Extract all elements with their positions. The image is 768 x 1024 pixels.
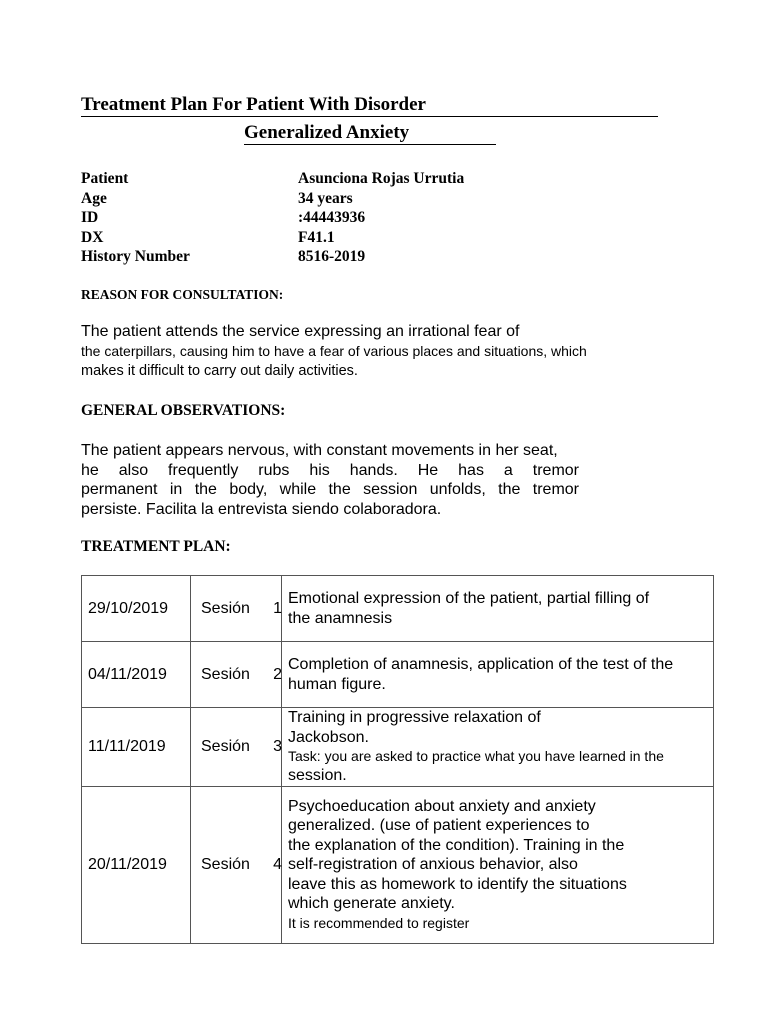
document-title: Treatment Plan For Patient With Disorder bbox=[81, 94, 658, 117]
info-value: 34 years bbox=[298, 189, 353, 207]
session-date: 29/10/2019 bbox=[82, 576, 191, 642]
info-label: ID bbox=[81, 209, 99, 226]
session-cell bbox=[191, 786, 282, 943]
session-label: Sesión bbox=[201, 665, 250, 683]
info-label: DX bbox=[81, 228, 104, 246]
treatment-plan-heading: TREATMENT PLAN: bbox=[81, 538, 231, 555]
description-line: Emotional expression of the patient, partial filling of bbox=[288, 590, 650, 607]
info-value: :44443936 bbox=[298, 209, 366, 226]
description-line: leave this as homework to identify the situations bbox=[288, 875, 627, 893]
info-value: 8516-2019 bbox=[298, 248, 366, 265]
description-line: Completion of anamnesis, application of the test of the bbox=[288, 656, 674, 673]
session-description bbox=[282, 786, 714, 943]
reason-line: The patient attends the service expressing an irrational fear of bbox=[81, 323, 520, 340]
table-row bbox=[82, 786, 714, 943]
session-number: 1 bbox=[273, 599, 282, 617]
session-label: Sesión bbox=[201, 737, 250, 755]
info-label: History Number bbox=[81, 248, 190, 265]
session-label: Sesión bbox=[201, 855, 250, 873]
table-row bbox=[82, 576, 714, 642]
session-cell bbox=[191, 642, 282, 708]
session-description bbox=[282, 642, 714, 708]
reason-line: makes it difficult to carry out daily activities. bbox=[81, 363, 358, 379]
table-row bbox=[82, 708, 714, 787]
session-description bbox=[282, 708, 714, 787]
observations-line: he also frequently rubs his hands. He has a tremor bbox=[81, 461, 579, 479]
session-date: 20/11/2019 bbox=[82, 786, 191, 943]
reason-line: the caterpillars, causing him to have a fear of various places and situations, which bbox=[81, 343, 587, 359]
session-cell bbox=[191, 708, 282, 787]
description-line: Psychoeducation about anxiety and anxiety bbox=[288, 797, 596, 815]
info-label: Age bbox=[81, 189, 107, 207]
document-subtitle: Generalized Anxiety bbox=[244, 122, 496, 145]
observations-heading: GENERAL OBSERVATIONS: bbox=[81, 402, 286, 419]
description-note: Task: you are asked to practice what you have learned in the bbox=[288, 748, 664, 764]
description-note: It is recommended to register bbox=[288, 914, 470, 931]
description-line: session. bbox=[288, 767, 347, 784]
table-row bbox=[82, 642, 714, 708]
observations-line: permanent in the body, while the session unfolds, the tremor bbox=[81, 481, 579, 499]
description-line: the anamnesis bbox=[288, 609, 393, 627]
observations-line: The patient appears nervous, with constant movements in her seat, bbox=[81, 442, 558, 459]
session-cell bbox=[191, 576, 282, 642]
description-line: the explanation of the condition). Training in the bbox=[288, 836, 625, 854]
treatment-plan-table bbox=[81, 575, 714, 944]
description-line: which generate anxiety. bbox=[288, 895, 455, 912]
session-label: Sesión bbox=[201, 599, 250, 617]
session-date: 04/11/2019 bbox=[82, 642, 191, 708]
session-number: 3 bbox=[273, 737, 282, 755]
description-line: self-registration of anxious behavior, also bbox=[288, 856, 578, 873]
observations-paragraph bbox=[81, 441, 579, 519]
description-line: generalized. (use of patient experiences to bbox=[288, 817, 590, 834]
info-value: F41.1 bbox=[298, 228, 335, 246]
session-number: 4 bbox=[273, 855, 282, 873]
info-value: Asunciona Rojas Urrutia bbox=[298, 170, 465, 187]
description-line: human figure. bbox=[288, 675, 386, 693]
info-label: Patient bbox=[81, 170, 129, 187]
description-line: Jackobson. bbox=[288, 728, 369, 746]
session-date: 11/11/2019 bbox=[82, 708, 191, 787]
session-description bbox=[282, 576, 714, 642]
observations-line: persiste. Facilita la entrevista siendo colaboradora. bbox=[81, 500, 442, 518]
session-number: 2 bbox=[273, 665, 282, 683]
description-line: Training in progressive relaxation of bbox=[288, 709, 541, 726]
reason-heading: REASON FOR CONSULTATION: bbox=[81, 287, 284, 302]
